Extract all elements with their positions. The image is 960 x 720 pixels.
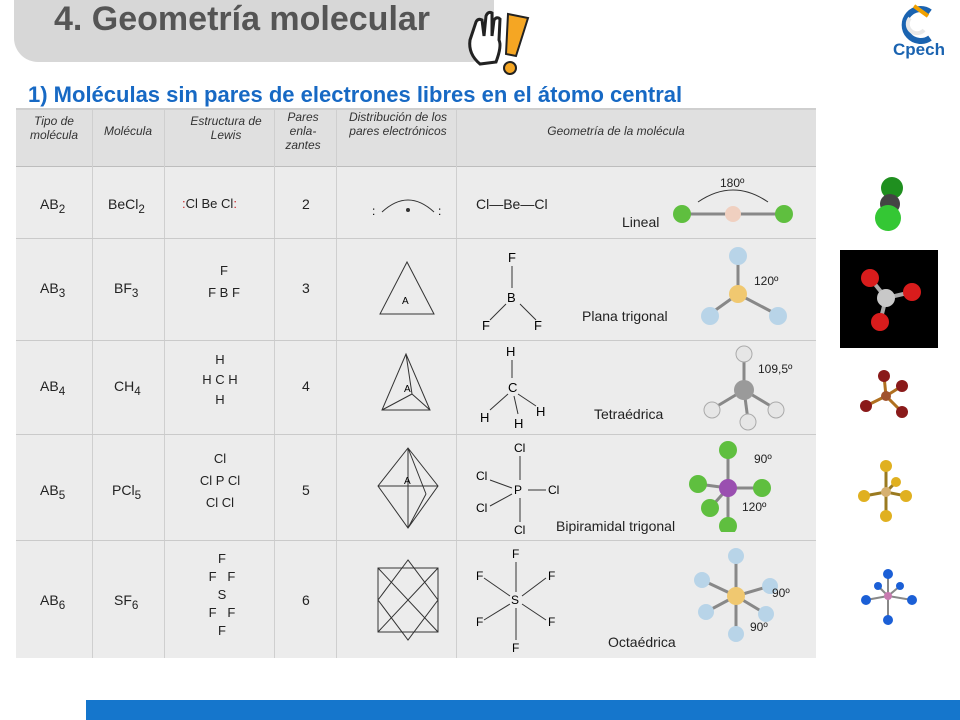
svg-text::: : <box>438 204 442 218</box>
sf6-3d-model <box>860 566 922 626</box>
geometry-label: Lineal <box>622 214 660 230</box>
pares-value: 5 <box>302 482 310 498</box>
table-row <box>16 434 816 541</box>
tetrahedral-formula-diagram <box>478 346 548 430</box>
table-row <box>16 340 816 435</box>
geometry-label: Bipiramidal trigonal <box>556 518 676 534</box>
svg-text::: : <box>372 204 376 218</box>
svg-text:F: F <box>476 615 484 629</box>
table-header <box>16 110 816 167</box>
tipo-ab4: $AB_4$ <box>40 378 66 398</box>
header-geometria: Geometría de la molécula <box>547 124 685 138</box>
angle-label: 120º <box>754 274 779 288</box>
header-pares: Pares enla- zantes <box>285 110 321 152</box>
svg-text:Cl: Cl <box>476 469 488 483</box>
geometry-label: Octaédrica <box>608 634 676 650</box>
pares-value: 6 <box>302 592 310 608</box>
geometry-label: Tetraédrica <box>594 406 664 422</box>
angle-label: 90º <box>754 452 772 466</box>
angle-label-2: 120º <box>742 500 767 514</box>
angle-label-2: 90º <box>750 620 768 634</box>
header-lewis: Estructura de Lewis <box>190 114 262 142</box>
lewis-pcl5: Cl Cl P Cl Cl Cl <box>199 451 241 510</box>
svg-text:A: A <box>404 476 411 487</box>
linear-formula: Cl—Be—Cl <box>476 196 548 212</box>
molecula-bf3: $BF_3$ <box>114 280 139 300</box>
pcl5-3d-model <box>854 458 914 524</box>
svg-text:S: S <box>511 593 520 607</box>
trigonal-formula-diagram <box>478 252 548 332</box>
svg-text:A: A <box>402 296 409 307</box>
section-subtitle: 1) Moléculas sin pares de electrones libres en el átomo central <box>28 82 683 107</box>
svg-text:F: F <box>508 252 516 265</box>
molecula-ch4: $CH_4$ <box>114 378 141 398</box>
lewis-becl2: :Cl Be Cl: <box>182 196 237 211</box>
svg-text:Cl: Cl <box>514 523 526 536</box>
svg-text:F: F <box>512 547 520 561</box>
octahedral-distribution-diagram <box>368 554 448 646</box>
lewis-sf6: F F F S F F F <box>208 551 236 638</box>
angle-label: 109,5º <box>758 362 793 376</box>
cpech-logo <box>884 4 954 64</box>
molecular-geometry-table <box>16 108 816 658</box>
bipyramidal-distribution-diagram <box>368 442 448 534</box>
pares-value: 2 <box>302 196 310 212</box>
svg-text:Cl: Cl <box>548 483 560 497</box>
octahedral-formula-diagram <box>474 546 564 654</box>
pares-value: 4 <box>302 378 310 394</box>
svg-text:A: A <box>404 384 411 395</box>
table-row <box>16 540 816 658</box>
svg-text:C: C <box>508 380 518 395</box>
svg-text:Cl: Cl <box>476 501 488 515</box>
angle-label: 180º <box>720 176 745 190</box>
geometry-label: Plana trigonal <box>582 308 668 324</box>
lewis-ch4: H H C H H <box>202 352 238 407</box>
footer-bar <box>86 700 960 720</box>
logo-text: Cpech <box>893 40 945 59</box>
pointing-hand-icon <box>462 6 532 78</box>
cpech-logo-icon <box>884 4 954 44</box>
trigonal-geometry-model <box>698 244 798 334</box>
header-molecula: Molécula <box>103 124 153 138</box>
tetrahedral-distribution-diagram <box>372 346 442 430</box>
lewis-bf3: F F B F <box>208 263 240 300</box>
svg-text:B: B <box>507 290 516 305</box>
angle-label: 90º <box>772 586 790 600</box>
bf3-3d-model <box>840 250 938 348</box>
svg-text:F: F <box>548 569 556 583</box>
svg-text:H: H <box>506 346 516 359</box>
svg-text:H: H <box>536 404 546 419</box>
svg-text:F: F <box>548 615 556 629</box>
tipo-ab6: $AB_6$ <box>40 592 66 612</box>
header-tipo: Tipo de molécula <box>29 114 79 142</box>
tipo-ab3: $AB_3$ <box>40 280 66 300</box>
pares-value: 3 <box>302 280 310 296</box>
title-tab <box>14 0 494 62</box>
linear-distribution-diagram <box>368 182 448 226</box>
becl2-3d-model <box>866 174 916 234</box>
svg-text:Cl: Cl <box>514 441 526 455</box>
molecula-pcl5: PCl$_5$ <box>112 482 142 502</box>
svg-text:F: F <box>534 318 542 332</box>
bipyramidal-geometry-model <box>688 440 798 532</box>
svg-text:H: H <box>514 416 524 430</box>
tipo-ab2: $AB_2$ <box>40 196 66 216</box>
page-title: 4. Geometría molecular <box>54 0 431 38</box>
molecula-becl2: BeCl$_2$ <box>108 196 145 216</box>
svg-text:F: F <box>482 318 490 332</box>
trigonal-distribution-diagram <box>372 252 442 328</box>
table-row <box>16 238 816 341</box>
table-row <box>16 166 816 239</box>
tetrahedral-geometry-model <box>698 344 798 432</box>
svg-text:F: F <box>476 569 484 583</box>
tipo-ab5: $AB_5$ <box>40 482 66 502</box>
molecula-sf6: $SF_6$ <box>114 592 139 612</box>
ch4-3d-model <box>856 366 916 426</box>
header-distribucion: Distribución de los pares electrónicos <box>348 110 448 138</box>
svg-text:F: F <box>512 641 520 654</box>
svg-text:P: P <box>514 483 523 497</box>
svg-text:H: H <box>480 410 490 425</box>
